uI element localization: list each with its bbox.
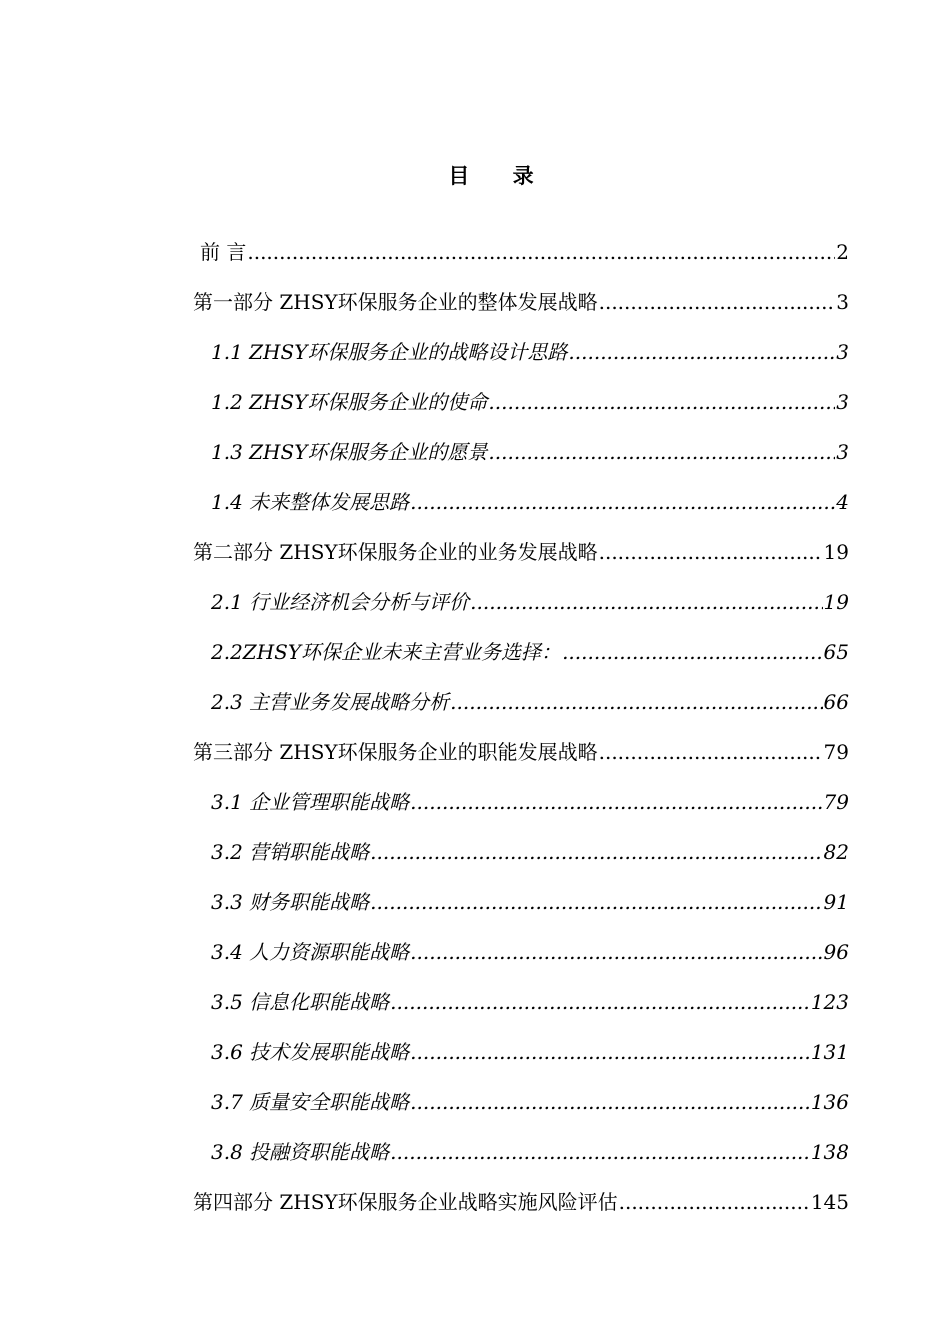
- toc-entry-page: 19: [823, 540, 849, 564]
- toc-entry-page: 131: [810, 1040, 849, 1064]
- toc-entry-text: 前 言: [200, 240, 247, 264]
- toc-entry-text: 2.2ZHSY环保企业未来主营业务选择：: [211, 640, 562, 664]
- dot-leader: [410, 1077, 810, 1127]
- toc-entry-text: 3.1 企业管理职能战略: [211, 790, 410, 814]
- dot-leader: [450, 677, 822, 727]
- toc-entry-page: 3: [836, 390, 849, 414]
- toc-entry-page: 91: [823, 890, 849, 914]
- toc-entry-text: 第四部分 ZHSY环保服务企业战略实施风险评估: [193, 1190, 618, 1214]
- toc-entry-2-3[interactable]: [193, 677, 849, 727]
- dot-leader: [247, 227, 835, 277]
- toc-entry-page: 3: [836, 440, 849, 464]
- toc-entry-text: 3.4 人力资源职能战略: [211, 940, 410, 964]
- toc-entry-text: 2.3 主营业务发展战略分析: [211, 690, 450, 714]
- toc-entry-page: 79: [823, 790, 849, 814]
- toc-entry-page: 136: [810, 1090, 849, 1114]
- toc-entry-text: 第一部分 ZHSY环保服务企业的整体发展战略: [193, 290, 598, 314]
- toc-entry-page: 145: [810, 1190, 849, 1214]
- toc-entry-text: 3.2 营销职能战略: [211, 840, 370, 864]
- toc-entry-3-5[interactable]: [193, 977, 849, 1027]
- toc-entry-3-8[interactable]: [193, 1127, 849, 1177]
- toc-entry-2-2[interactable]: [193, 627, 849, 677]
- toc-entry-text: 1.2 ZHSY环保服务企业的使命: [211, 390, 488, 414]
- toc-entry-3-4[interactable]: [193, 927, 849, 977]
- toc-entry-page: 4: [836, 490, 849, 514]
- toc-entry-1-3[interactable]: [193, 427, 849, 477]
- toc-entry-text: 3.7 质量安全职能战略: [211, 1090, 410, 1114]
- dot-leader: [410, 477, 835, 527]
- toc-title: 目 录: [448, 163, 552, 188]
- dot-leader: [562, 627, 822, 677]
- toc-entry-2-1[interactable]: [193, 577, 849, 627]
- toc-entry-page: 79: [823, 740, 849, 764]
- dot-leader: [599, 727, 823, 777]
- dot-leader: [599, 527, 823, 577]
- toc-entry-text: 2.1 行业经济机会分析与评价: [211, 590, 470, 614]
- toc-entry-page: 65: [823, 640, 849, 664]
- toc-entry-part-1[interactable]: [193, 277, 849, 327]
- dot-leader: [470, 577, 822, 627]
- toc-entry-page: 82: [823, 840, 849, 864]
- toc-entry-3-3[interactable]: [193, 877, 849, 927]
- toc-entry-3-6[interactable]: [193, 1027, 849, 1077]
- dot-leader: [410, 777, 822, 827]
- toc-entry-part-4[interactable]: [193, 1177, 849, 1227]
- toc-entry-3-7[interactable]: [193, 1077, 849, 1127]
- toc-entry-text: 3.8 投融资职能战略: [211, 1140, 390, 1164]
- toc-entry-text: 3.6 技术发展职能战略: [211, 1040, 410, 1064]
- dot-leader: [410, 1027, 810, 1077]
- dot-leader: [568, 327, 835, 377]
- toc-entry-page: 123: [810, 990, 849, 1014]
- toc-entry-1-1[interactable]: [193, 327, 849, 377]
- dot-leader: [390, 977, 810, 1027]
- toc-entry-preface[interactable]: [193, 227, 849, 277]
- toc-entry-page: 138: [810, 1140, 849, 1164]
- dot-leader: [488, 427, 835, 477]
- dot-leader: [488, 377, 835, 427]
- toc-entry-text: 1.3 ZHSY环保服务企业的愿景: [211, 440, 488, 464]
- dot-leader: [599, 277, 836, 327]
- toc-entry-1-4[interactable]: [193, 477, 849, 527]
- dot-leader: [410, 927, 822, 977]
- toc-entry-page: 3: [836, 340, 849, 364]
- toc-entry-3-1[interactable]: [193, 777, 849, 827]
- toc-entry-text: 3.3 财务职能战略: [211, 890, 370, 914]
- table-of-contents: [193, 227, 849, 1227]
- toc-entry-text: 第三部分 ZHSY环保服务企业的职能发展战略: [193, 740, 598, 764]
- toc-entry-page: 96: [823, 940, 849, 964]
- toc-entry-page: 2: [836, 240, 849, 264]
- dot-leader: [390, 1127, 810, 1177]
- toc-entry-page: 66: [823, 690, 849, 714]
- toc-entry-page: 19: [823, 590, 849, 614]
- dot-leader: [370, 877, 822, 927]
- toc-entry-text: 3.5 信息化职能战略: [211, 990, 390, 1014]
- toc-entry-text: 1.1 ZHSY环保服务企业的战略设计思路: [211, 340, 568, 364]
- dot-leader: [619, 1177, 810, 1227]
- toc-entry-page: 3: [836, 290, 849, 314]
- toc-entry-3-2[interactable]: [193, 827, 849, 877]
- toc-entry-1-2[interactable]: [193, 377, 849, 427]
- toc-entry-text: 第二部分 ZHSY环保服务企业的业务发展战略: [193, 540, 598, 564]
- toc-entry-text: 1.4 未来整体发展思路: [211, 490, 410, 514]
- dot-leader: [370, 827, 822, 877]
- toc-entry-part-3[interactable]: [193, 727, 849, 777]
- toc-entry-part-2[interactable]: [193, 527, 849, 577]
